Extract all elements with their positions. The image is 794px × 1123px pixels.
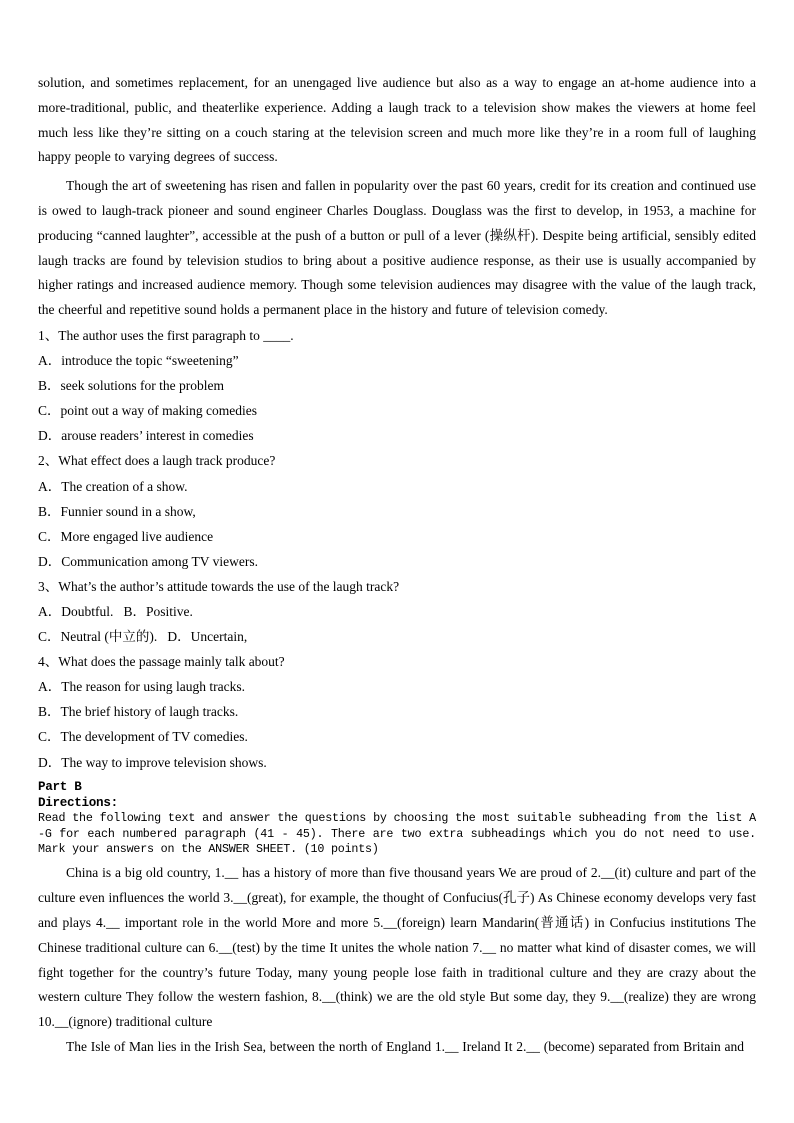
question-4-option-d: D．The way to improve television shows. (38, 754, 267, 770)
reading-passage-paragraph-2: Though the art of sweetening has risen and fallen in popularity over the past 60 years, credit for its creation and continued use is owed to laugh-track pioneer and sound engineer Charles Douglass. Douglass was the first to develop, in 1953, a machine for producing “canned laughter”, accessible at the push of a button or pull of a lever (操纵杆). Despite being artificial, sensibly edited laugh tracks are found by television studios to bring about a positive audience response, as their use is usually accompanied by higher ratings and increased audience memory. Though some television audiences may disagree with the value of the laugh track, the cheerful and repetitive sound holds a permanent place in the history and future of television comedy. (38, 178, 756, 318)
next-passage-first-line: The Isle of Man lies in the Irish Sea, between the north of England 1.__ Ireland It 2.__ (become) separated from Britain and (66, 1038, 744, 1054)
question-1-option-b: B．seek solutions for the problem (38, 378, 224, 394)
question-4-option-a: A．The reason for using laugh tracks. (38, 679, 245, 695)
reading-passage-paragraph-1: solution, and sometimes replacement, for an unengaged live audience but also as a way to engage an at-home audience into a more-traditional, public, and theaterlike experience. Adding a laugh track to a television show makes the viewers at home feel much less like they’re sitting on a couch staring at the television screen and much more like they’re in a room full of laughing happy people to varying degrees of success. (38, 75, 756, 165)
question-2-option-b: B．Funnier sound in a show, (38, 503, 196, 519)
question-2-option-a: A．The creation of a show. (38, 478, 188, 494)
question-1-option-a: A．introduce the topic “sweetening” (38, 353, 239, 369)
question-3-options-cd: C．Neutral (中立的). D．Uncertain, (38, 629, 248, 645)
question-4-option-c: C．The development of TV comedies. (38, 729, 248, 745)
question-2-option-c: C．More engaged live audience (38, 528, 214, 544)
question-1-option-d: D．arouse readers’ interest in comedies (38, 428, 254, 444)
question-4-stem: 4、What does the passage mainly talk about? (38, 654, 285, 670)
directions-text: Read the following text and answer the questions by choosing the most suitable subheading from the list A -G for each numbered paragraph (41 - 45). There are two extra subheadings which you do not need to use. Mark your answers on the ANSWER SHEET. (10 points) (38, 810, 756, 857)
question-3-stem: 3、What’s the author’s attitude towards the use of the laugh track? (38, 578, 400, 594)
question-1-stem: 1、The author uses the first paragraph to ____. (38, 327, 294, 343)
question-2-option-d: D．Communication among TV viewers. (38, 553, 258, 569)
question-1-option-c: C．point out a way of making comedies (38, 403, 257, 419)
question-2-stem: 2、What effect does a laugh track produce? (38, 453, 276, 469)
question-3-options-ab: A．Doubtful. B．Positive. (38, 604, 193, 619)
question-block (38, 323, 756, 775)
cloze-passage-paragraph: China is a big old country, 1.__ has a history of more than five thousand years We are proud of 2.__(it) culture and part of the culture even influences the world 3.__(great), for example, the thought of Confucius(孔子) As Chinese economy develops very fast and plays 4.__ important role in the world More and more 5.__(foreign) learn Mandarin(普通话) in Confucius institutions The Chinese traditional culture can 6.__(test) by the time It unites the whole nation 7.__ no matter what kind of disaster comes, we will fight together for the country’s future Today, many young people lose faith in traditional culture and they are crazy about the western culture They follow the western fashion, 8.__(think) we are the old style But some day, they 9.__(realize) they are wrong 10.__(ignore) traditional culture (38, 865, 756, 1030)
part-b-heading: Part B (38, 779, 82, 794)
question-4-option-b: B．The brief history of laugh tracks. (38, 704, 239, 720)
directions-label: Directions: (38, 795, 118, 810)
